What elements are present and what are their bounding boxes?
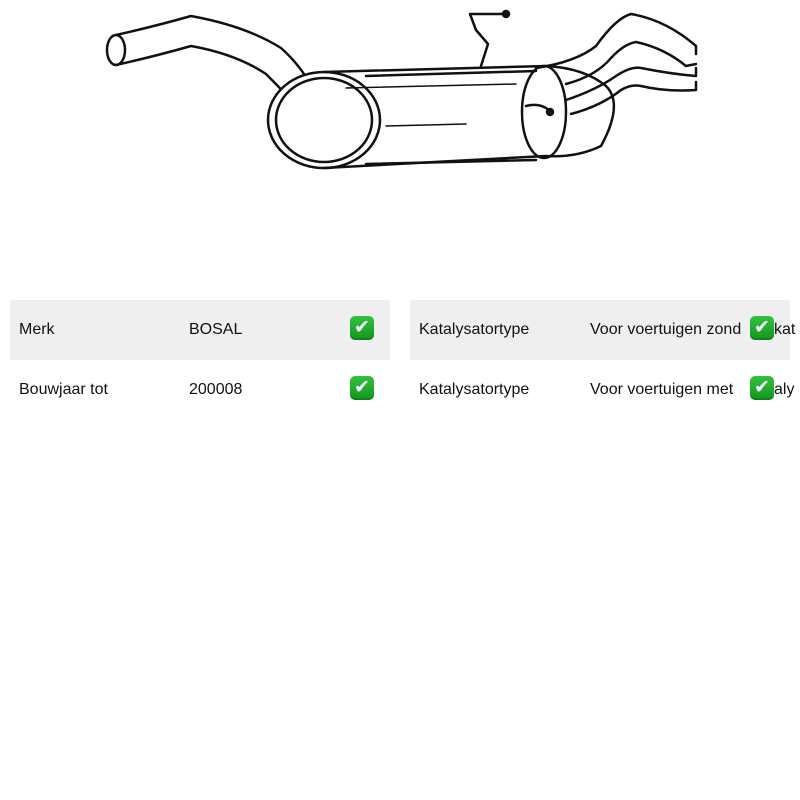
- spec-row-katalysatortype: [410, 360, 795, 420]
- spec-value: 200008: [189, 381, 243, 398]
- spec-table-right-viewport: [410, 300, 796, 420]
- check-icon: ✔: [750, 316, 774, 340]
- spec-value: Voor voertuigen zond: [590, 321, 742, 338]
- spec-table-right: [410, 300, 796, 420]
- spec-value: BOSAL: [189, 321, 243, 338]
- spec-value: Voor voertuigen met: [590, 381, 734, 398]
- spec-value-overflow: aly: [774, 381, 795, 398]
- spec-row-bouwjaar-tot: [10, 360, 390, 420]
- spec-table-left: [10, 300, 390, 420]
- spec-row-katalysatortype: [410, 300, 796, 360]
- spec-value-overflow: kat: [774, 321, 796, 338]
- spec-label: Bouwjaar tot: [19, 381, 108, 398]
- spec-label: Katalysatortype: [419, 381, 530, 398]
- check-icon: ✔: [750, 376, 774, 400]
- check-icon: ✔: [350, 376, 374, 400]
- spec-label: Merk: [19, 321, 55, 338]
- spec-row-merk: [10, 300, 390, 360]
- spec-label: Katalysatortype: [419, 321, 530, 338]
- exhaust-muffler-image: [96, 6, 704, 170]
- check-icon: ✔: [350, 316, 374, 340]
